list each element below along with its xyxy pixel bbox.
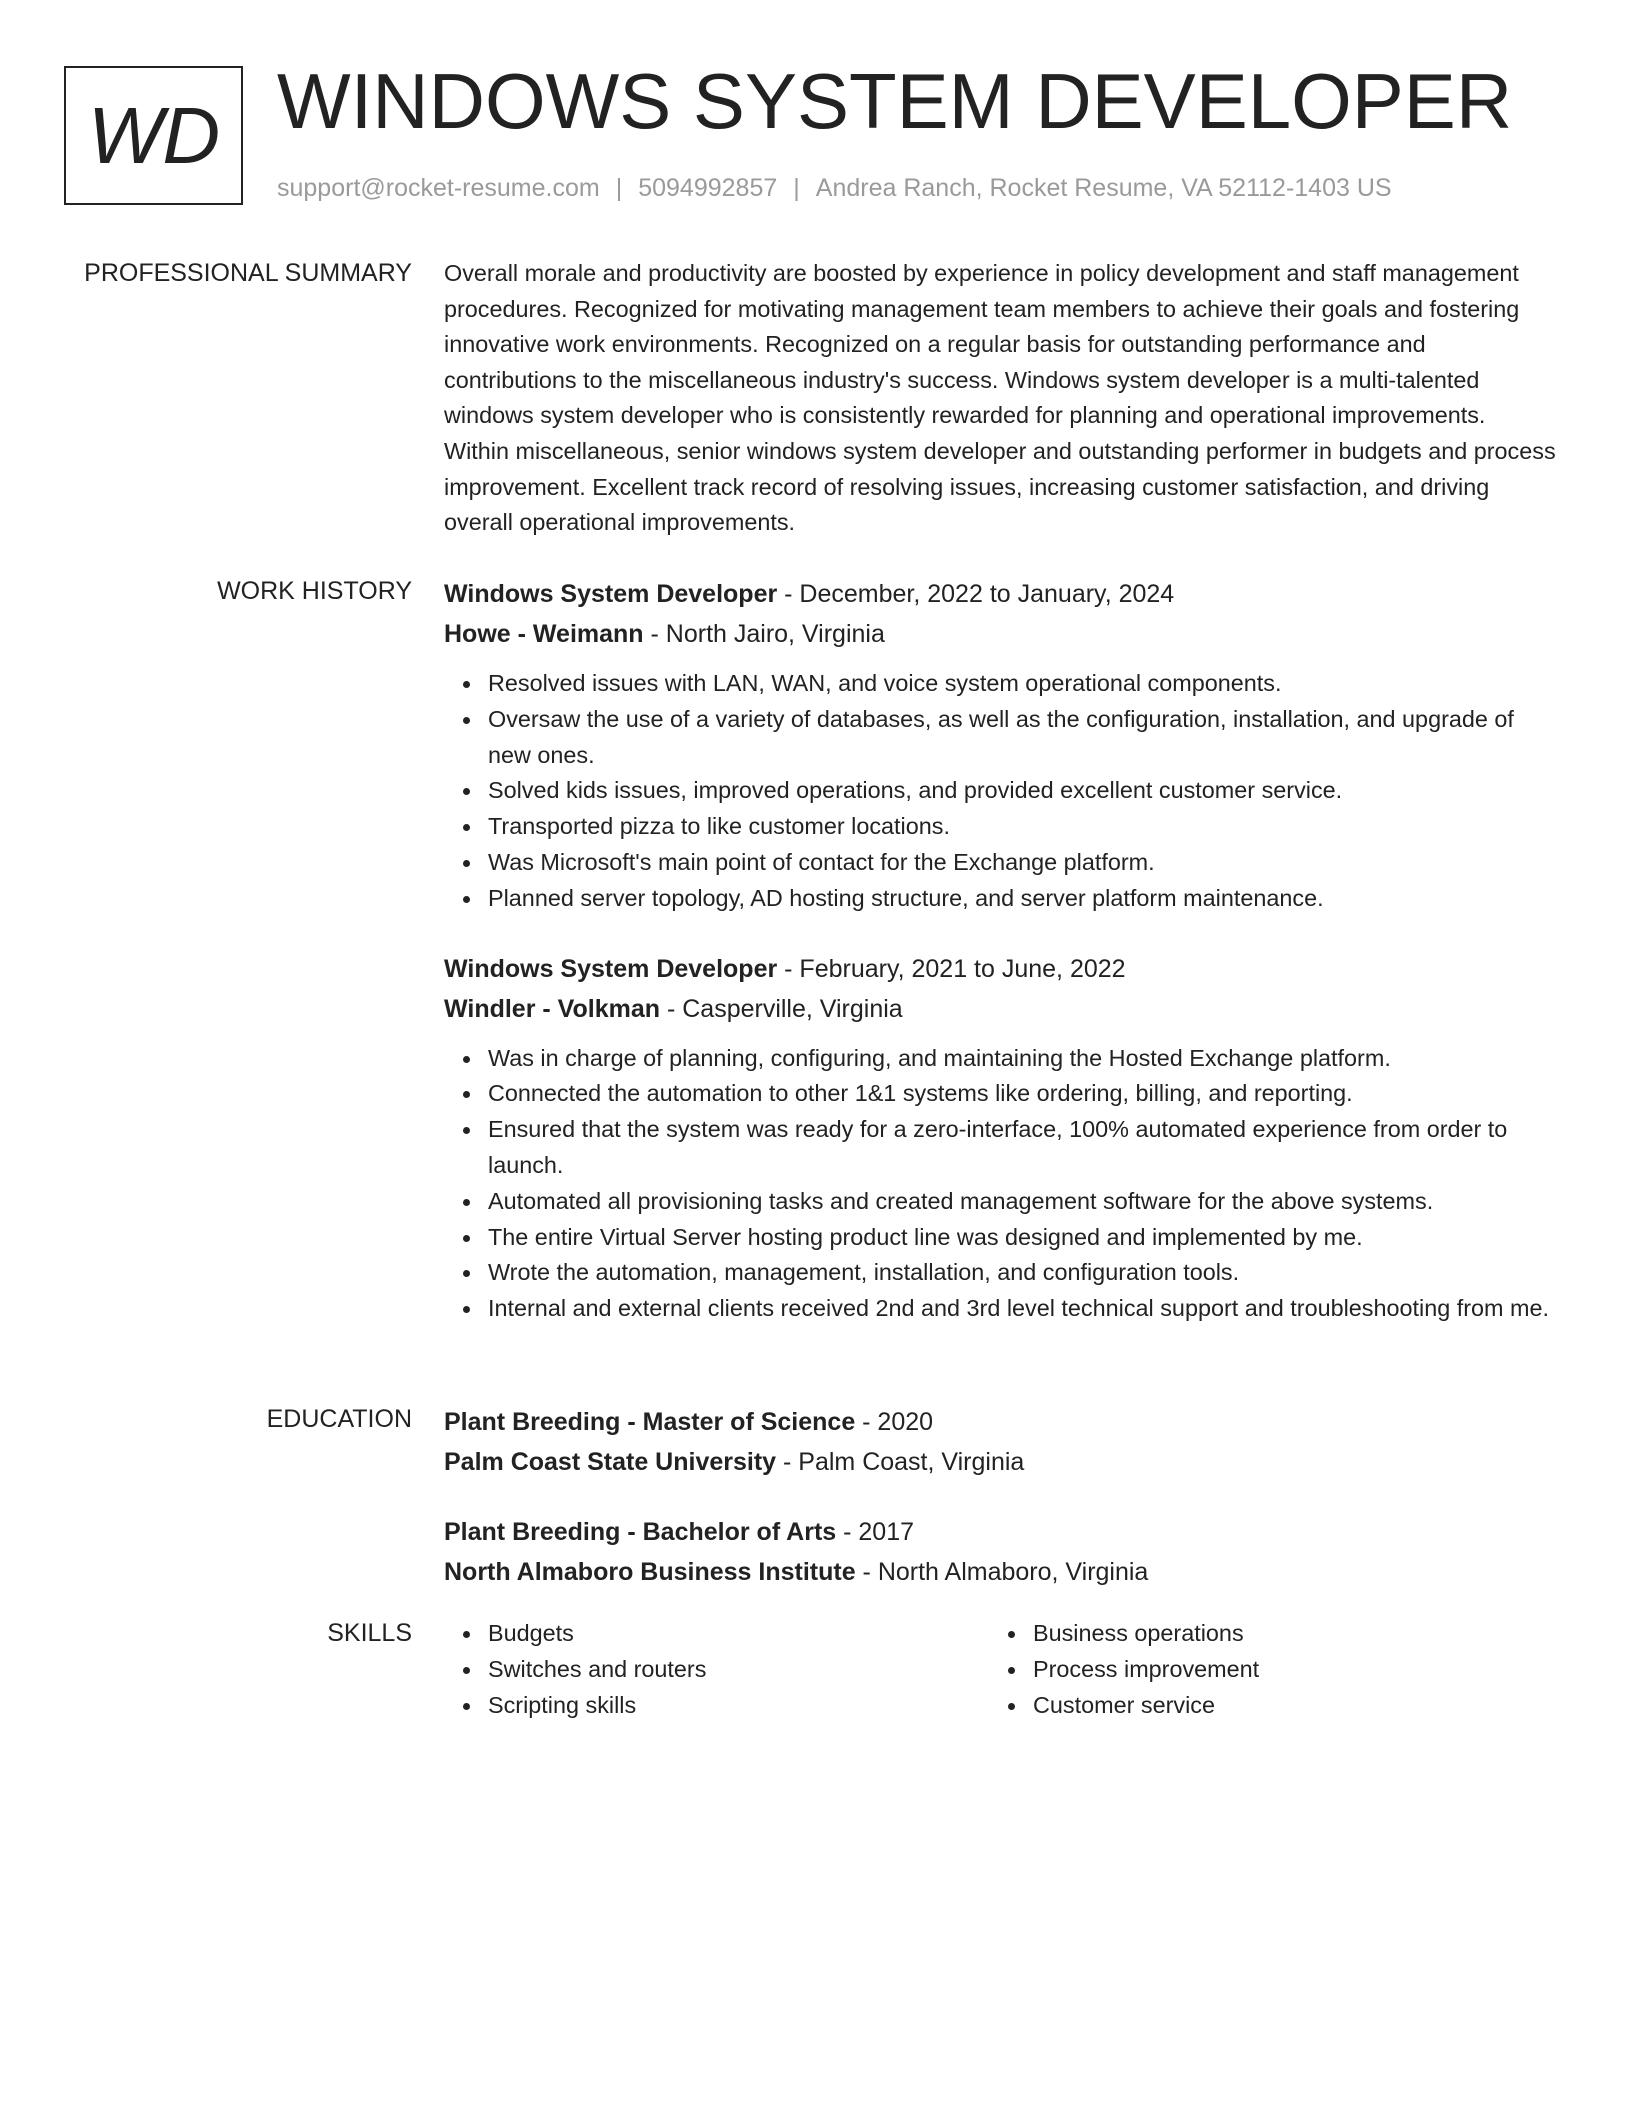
- section-label-skills: SKILLS: [327, 1619, 412, 1647]
- contact-separator: |: [615, 174, 623, 202]
- job-location: - Casperville, Virginia: [660, 994, 903, 1023]
- job-title-line: [444, 574, 1556, 614]
- job-dates: - February, 2021 to June, 2022: [777, 954, 1126, 983]
- list-item: Transported pizza to like customer locations.: [488, 809, 1556, 845]
- contact-separator: |: [793, 174, 800, 202]
- section-label-summary: PROFESSIONAL SUMMARY: [84, 259, 412, 287]
- list-item: Was in charge of planning, configuring, and maintaining the Hosted Exchange platform.: [488, 1041, 1556, 1077]
- contact-email: support@rocket-resume.com: [277, 174, 600, 202]
- job-bullets: [444, 1041, 1556, 1327]
- degree-year: - 2020: [855, 1408, 934, 1436]
- resume-title: WINDOWS SYSTEM DEVELOPER: [277, 57, 1513, 145]
- job-title-line: [444, 949, 1556, 989]
- job-company: Windler - Volkman: [444, 994, 661, 1023]
- education-entry: [444, 1402, 1556, 1482]
- school: Palm Coast State University: [444, 1448, 777, 1476]
- skills-list: [444, 1616, 989, 1723]
- job-company-line: [444, 989, 1556, 1029]
- job-entry: [444, 574, 1556, 917]
- contact-line: [277, 172, 1392, 204]
- degree-line: [444, 1402, 1556, 1442]
- degree: Plant Breeding - Master of Science: [444, 1408, 856, 1436]
- contact-address: Andrea Ranch, Rocket Resume, VA 52112-1403 US: [815, 174, 1392, 202]
- degree-year: - 2017: [836, 1518, 915, 1546]
- skills-list: [989, 1616, 1534, 1723]
- job-title: Windows System Developer: [444, 580, 778, 608]
- list-item: Automated all provisioning tasks and created management software for the above systems.: [488, 1184, 1556, 1220]
- school-line: [444, 1442, 1556, 1482]
- school: North Almaboro Business Institute: [444, 1558, 856, 1586]
- skills-column-right: [989, 1616, 1534, 1723]
- list-item: Oversaw the use of a variety of databases, as well as the configuration, installation, and upgrade of new ones.: [488, 702, 1556, 774]
- job-location: - North Jairo, Virginia: [643, 620, 885, 648]
- skills-body: [444, 1616, 1556, 1723]
- list-item: Connected the automation to other 1&1 systems like ordering, billing, and reporting.: [488, 1076, 1556, 1112]
- list-item: Wrote the automation, management, installation, and configuration tools.: [488, 1255, 1556, 1291]
- monogram-box: [64, 66, 243, 205]
- list-item: Planned server topology, AD hosting structure, and server platform maintenance.: [488, 881, 1556, 917]
- summary-body: [444, 256, 1556, 541]
- job-bullets: [444, 666, 1556, 917]
- skills-column-left: [444, 1616, 989, 1723]
- skills-grid: [444, 1616, 1556, 1723]
- list-item: Solved kids issues, improved operations, and provided excellent customer service.: [488, 773, 1556, 809]
- work-history-body: [444, 574, 1556, 1359]
- school-location: - Palm Coast, Virginia: [776, 1448, 1025, 1476]
- education-entry: [444, 1512, 1556, 1592]
- section-label-education: EDUCATION: [266, 1405, 412, 1433]
- monogram-initials: WD: [87, 90, 220, 180]
- skill-item: Scripting skills: [488, 1688, 989, 1724]
- list-item: Was Microsoft's main point of contact for the Exchange platform.: [488, 845, 1556, 881]
- school-line: [444, 1552, 1556, 1592]
- list-item: The entire Virtual Server hosting product line was designed and implemented by me.: [488, 1220, 1556, 1256]
- skill-item: Customer service: [1033, 1688, 1534, 1724]
- summary-text: Overall morale and productivity are boosted by experience in policy development and staff management procedures. Recognized for motivating management team members to achieve their goals and fostering innovative work environments. Recognized on a regular basis for outstanding performance and contributions to the miscellaneous industry's success. Windows system developer is a multi-talented windows system developer who is consistently rewarded for planning and operational improvements. Within miscellaneous, senior windows system developer and outstanding performer in budgets and process improvement. Excellent track record of resolving issues, increasing customer satisfaction, and driving overall operational improvements.: [444, 260, 1556, 536]
- job-company-line: [444, 614, 1556, 654]
- degree: Plant Breeding - Bachelor of Arts: [444, 1518, 837, 1546]
- job-title: Windows System Developer: [444, 954, 778, 983]
- job-company: Howe - Weimann: [444, 620, 644, 648]
- job-dates: - December, 2022 to January, 2024: [777, 580, 1175, 608]
- list-item: Internal and external clients received 2nd and 3rd level technical support and troubleshooting from me.: [488, 1291, 1556, 1327]
- skill-item: Business operations: [1033, 1616, 1534, 1652]
- list-item: Ensured that the system was ready for a zero-interface, 100% automated experience from order to launch.: [488, 1112, 1556, 1184]
- job-entry: [444, 949, 1556, 1327]
- skill-item: Process improvement: [1033, 1652, 1534, 1688]
- skill-item: Switches and routers: [488, 1652, 989, 1688]
- education-body: [444, 1402, 1556, 1624]
- degree-line: [444, 1512, 1556, 1552]
- section-label-work-history: WORK HISTORY: [217, 577, 412, 605]
- school-location: - North Almaboro, Virginia: [855, 1558, 1149, 1586]
- list-item: Resolved issues with LAN, WAN, and voice system operational components.: [488, 666, 1556, 702]
- contact-phone: 5094992857: [638, 174, 778, 202]
- skill-item: Budgets: [488, 1616, 989, 1652]
